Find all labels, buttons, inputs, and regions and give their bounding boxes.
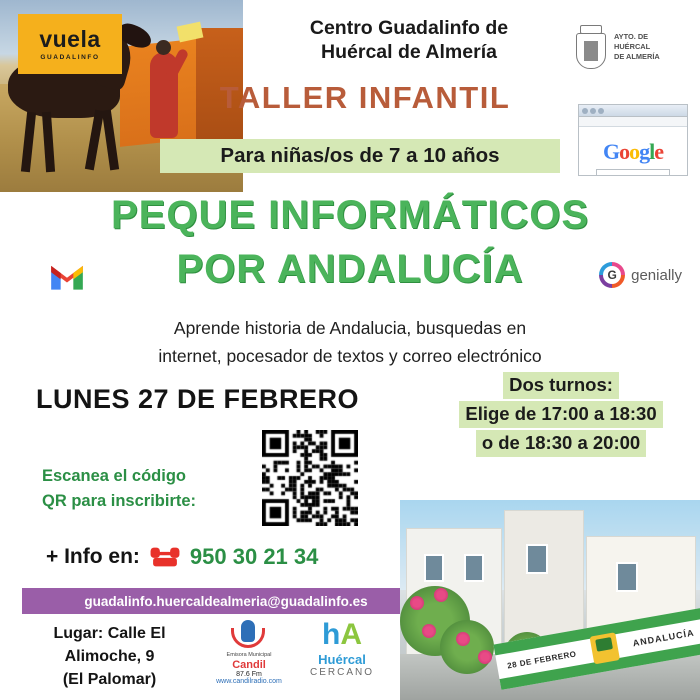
page-title <box>250 16 568 65</box>
qr-instruction-line-2: QR para inscribirte: <box>42 491 197 510</box>
gmail-icon <box>48 262 86 292</box>
photo-foliage <box>440 620 494 674</box>
photo-window <box>424 554 444 582</box>
venue-address <box>22 622 197 692</box>
title-line-2: POR ANDALUCÍA <box>176 247 524 291</box>
workshop-date: LUNES 27 DE FEBRERO <box>36 384 360 414</box>
venue-line-1: Lugar: Calle El <box>53 625 166 642</box>
title-line-1: PEQUE INFORMÁTICOS <box>110 193 590 237</box>
description-line-1: Aprende historia de Andalucia, busquedas en <box>173 318 527 338</box>
contact-phone-row <box>46 542 318 572</box>
tower-icon <box>584 41 598 61</box>
rider-head <box>156 40 171 55</box>
google-letter: o <box>629 139 640 164</box>
browser-titlebar <box>579 105 687 117</box>
email-address[interactable]: guadalinfo.huercaldealmeria@guadalinfo.es <box>84 593 368 609</box>
venue-line-3: (El Palomar) <box>62 671 157 689</box>
qr-code[interactable] <box>262 430 358 526</box>
candil-frequency: 87.6 Fm <box>236 671 262 678</box>
qr-instruction-line-1: Escanea el código <box>42 467 186 485</box>
genially-icon <box>599 262 625 288</box>
shifts-line-2: Elige de 17:00 a 18:30 <box>459 401 662 428</box>
info-label: + Info en: <box>46 545 140 568</box>
phone-number[interactable]: 950 30 21 34 <box>189 544 319 569</box>
photo-flower <box>478 650 492 664</box>
photo-flower <box>422 624 436 638</box>
photo-flower <box>434 588 448 602</box>
logo-main-text: vuela <box>39 25 101 52</box>
window-dot <box>582 108 588 114</box>
workshop-description <box>90 314 610 370</box>
photo-window <box>526 544 548 574</box>
ayuntamiento-text <box>614 32 660 62</box>
email-band[interactable] <box>22 588 430 614</box>
venue-line-2: Alimoche, 9 <box>64 648 155 666</box>
browser-toolbar <box>579 117 687 127</box>
huercal-cercano-mark <box>296 620 388 650</box>
ribbon-date: 28 DE FEBRERO <box>506 648 578 670</box>
photo-window <box>616 562 638 592</box>
candil-top-label: Emisora Municipal <box>226 652 272 658</box>
shifts-line-1: Dos turnos: <box>503 372 619 399</box>
workshop-title <box>40 188 660 296</box>
huercal-cercano-logo <box>296 620 388 678</box>
description-line-2: internet, pocesador de textos y correo electrónico <box>158 346 542 366</box>
google-search-screenshot <box>578 104 688 176</box>
google-logo <box>579 139 687 165</box>
huercal-cercano-title: Huércal <box>318 652 366 667</box>
ribbon-region: ANDALUCÍA <box>631 627 696 649</box>
shifts-block <box>430 372 692 459</box>
photo-flower <box>456 632 470 646</box>
ayto-line-3: DE ALMERÍA <box>614 51 660 61</box>
logo-sub-text: GUADALINFO <box>40 53 100 61</box>
town-hall-shield-icon <box>574 24 608 70</box>
ayto-line-2: HUÉRCAL <box>614 42 651 51</box>
ribbon-strip <box>493 608 700 690</box>
shifts-line-3: o de 18:30 a 20:00 <box>476 430 646 457</box>
window-dot <box>598 108 604 114</box>
microphone-icon <box>223 618 275 652</box>
mark-right: A <box>340 618 362 651</box>
google-letter: o <box>619 139 630 164</box>
genially-logo <box>599 262 682 288</box>
google-letter: G <box>602 139 620 164</box>
huercal-cercano-subtitle: CERCANO <box>309 667 374 678</box>
photo-window <box>464 554 484 582</box>
window-dot <box>590 108 596 114</box>
vuela-guadalinfo-logo <box>18 14 122 74</box>
qr-instructions <box>42 464 242 514</box>
google-letter: l <box>649 139 655 164</box>
workshop-kicker: TALLER INFANTIL <box>219 80 511 115</box>
mic-arc <box>231 628 265 648</box>
andalucia-emblem-icon <box>589 632 619 664</box>
candil-url: www.candilradio.com <box>216 678 282 685</box>
google-search-input <box>596 169 670 176</box>
qr-code-canvas[interactable] <box>262 430 358 526</box>
google-letter: g <box>639 139 650 164</box>
telephone-icon <box>148 542 182 572</box>
photo-flower <box>410 596 424 610</box>
header-line-2: Huércal de Almería <box>321 41 497 64</box>
ayto-line-1: AYTO. DE <box>614 32 649 42</box>
genially-label: genially <box>631 266 682 284</box>
candil-name: Candil <box>232 659 266 671</box>
mark-left: h <box>322 618 341 651</box>
candil-radio-logo <box>206 618 292 692</box>
ages-band-label: Para niñas/os de 7 a 10 años <box>220 144 500 167</box>
header-line-1: Centro Guadalinfo de <box>309 17 509 39</box>
ages-band <box>160 139 560 173</box>
ayuntamiento-logo <box>574 16 690 78</box>
google-letter: e <box>654 139 663 164</box>
